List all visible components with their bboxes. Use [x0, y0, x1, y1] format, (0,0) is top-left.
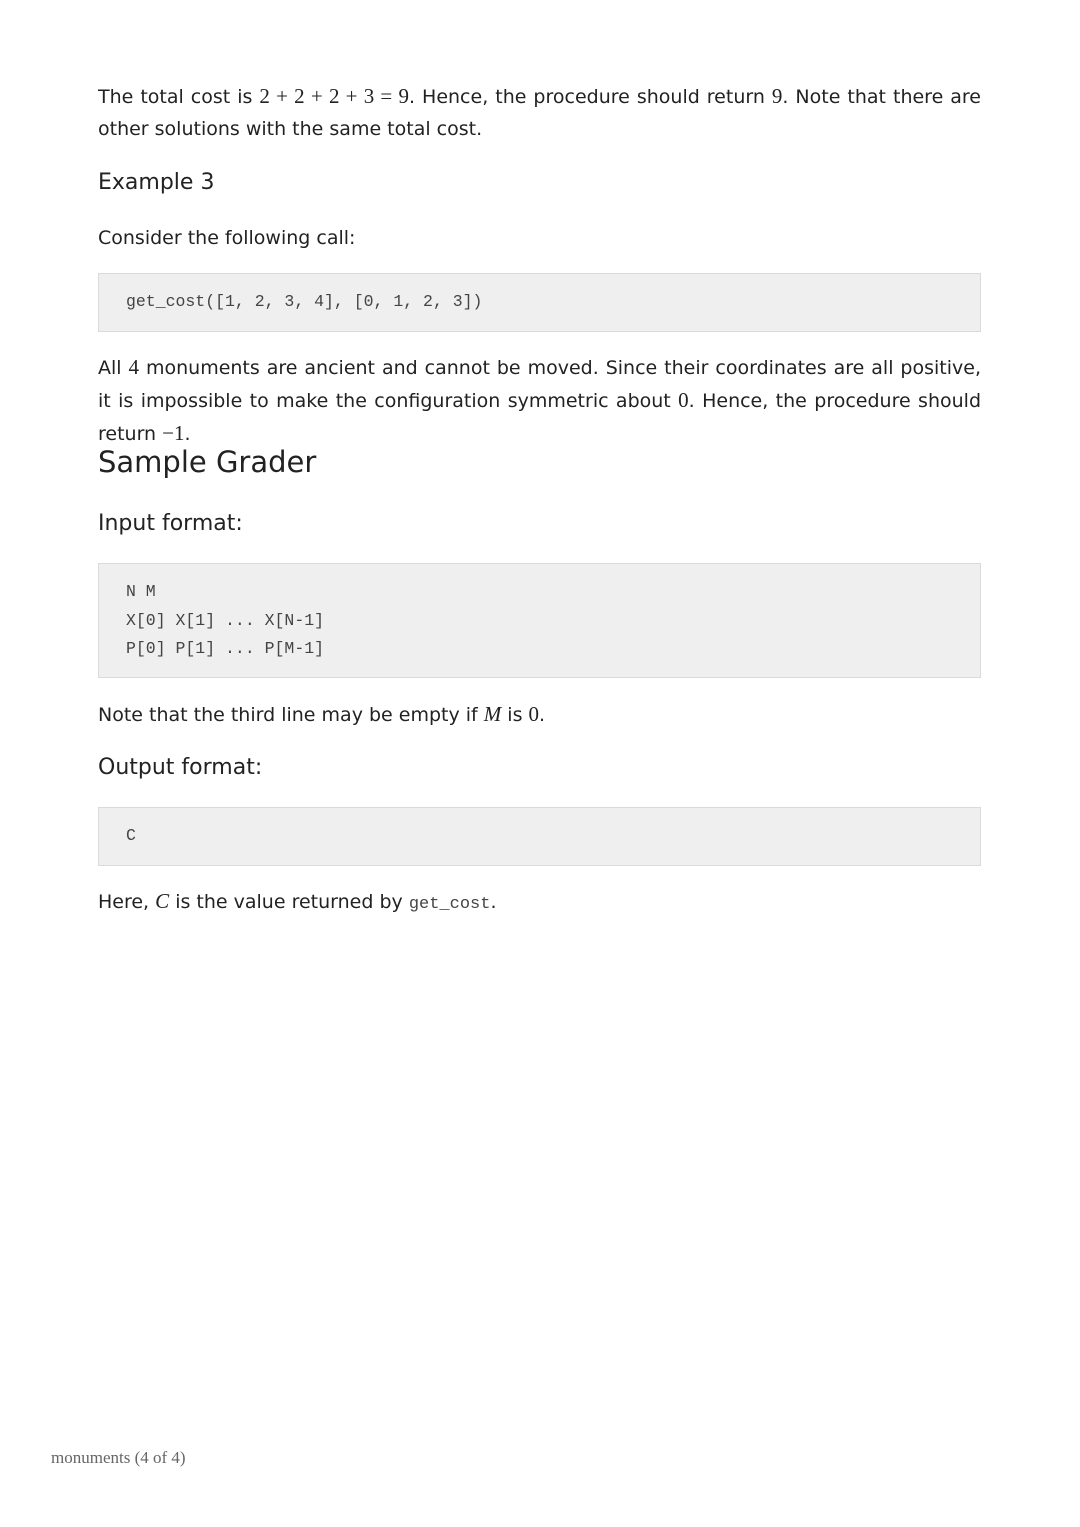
text: . Note that there are other solutions with the same total cost. — [98, 86, 981, 140]
input-format-heading: Input format: — [98, 511, 243, 536]
math-value: 0 — [528, 702, 540, 726]
math-expression: 2 + 2 + 2 + 3 = 9 — [259, 84, 409, 108]
text: is the value returned by — [169, 891, 409, 913]
math-value: 9 — [771, 84, 783, 108]
page-footer: monuments (4 of 4) — [51, 1448, 186, 1467]
math-variable — [484, 702, 502, 726]
text: All — [98, 357, 129, 379]
paragraph-total-cost — [98, 80, 981, 145]
note-third-line — [98, 698, 545, 731]
text: . — [490, 891, 497, 913]
code-block-output-format: C — [98, 807, 981, 866]
output-format-heading: Output format: — [98, 755, 263, 780]
text: . — [184, 423, 191, 445]
math-variable — [155, 889, 169, 913]
text: . Hence, the procedure should return — [409, 86, 772, 108]
code-block-call: get_cost([1, 2, 3, 4], [0, 1, 2, 3]) — [98, 273, 981, 332]
variable-m: M — [483, 702, 502, 726]
inline-code-get-cost: get_cost — [408, 895, 491, 914]
variable-c: C — [155, 889, 170, 913]
math-value: 4 — [128, 355, 140, 379]
example-3-intro: Consider the following call: — [98, 227, 356, 249]
text: Here, — [98, 891, 156, 913]
paragraph-monuments — [98, 351, 981, 450]
sample-grader-heading: Sample Grader — [98, 445, 317, 479]
text: . — [539, 704, 546, 726]
text: is — [501, 704, 529, 726]
text: The total cost is — [98, 86, 260, 108]
text: . Hence, the procedure should return — [98, 390, 981, 445]
text: monuments are ancient and cannot be moved. Since their coordinates are all positive, it is impossible to make the configuration symmetric about — [98, 357, 981, 412]
note-return-value — [98, 885, 496, 921]
math-value: 0 — [678, 388, 689, 412]
example-3-heading: Example 3 — [98, 170, 215, 195]
code-block-input-format: N M X[0] X[1] ... X[N-1] P[0] P[1] ... P[M-1] — [98, 563, 981, 678]
math-value: −1 — [162, 421, 185, 445]
text: Note that the third line may be empty if — [98, 704, 484, 726]
